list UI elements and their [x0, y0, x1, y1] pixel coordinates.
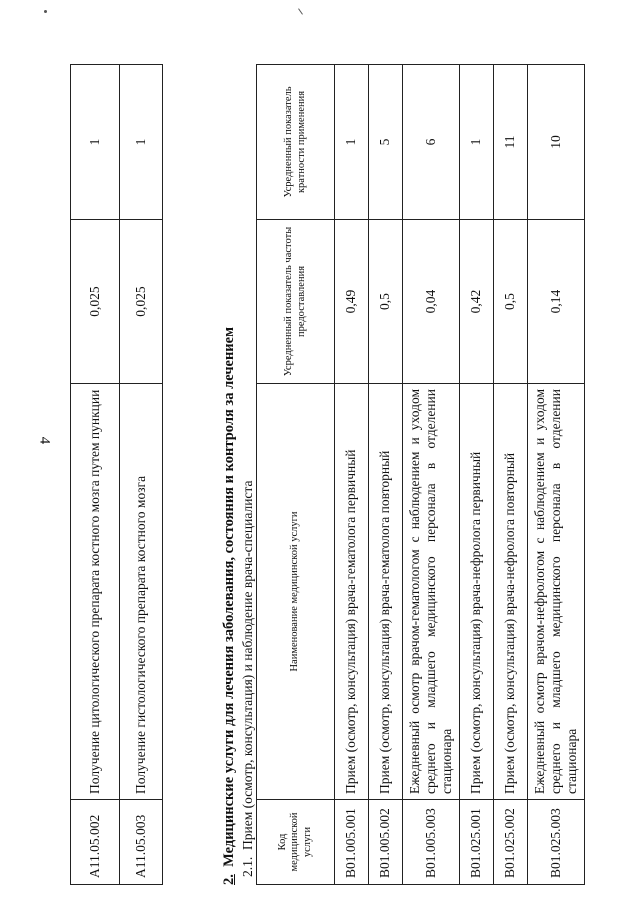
multiplicity-value: 11: [494, 65, 528, 220]
section-title: Медицинские услуги для лечения заболевания, состояния и контроля за лечением: [221, 327, 237, 867]
service-name: Получение гистологического препарата костного мозга: [120, 384, 163, 800]
section-heading: [221, 327, 238, 885]
service-code: В01.005.003: [403, 800, 460, 885]
frequency-value: 0,42: [460, 220, 494, 384]
table-row: [369, 65, 403, 885]
service-code: В01.025.002: [494, 800, 528, 885]
multiplicity-value: 1: [71, 65, 120, 220]
service-code: В01.025.001: [460, 800, 494, 885]
frequency-value: 0,025: [120, 220, 163, 384]
frequency-value: 0,5: [494, 220, 528, 384]
frequency-value: 0,025: [71, 220, 120, 384]
subsection-title: Прием (осмотр, консультация) и наблюдение врача-специалиста: [240, 480, 255, 850]
service-code: В01.005.001: [335, 800, 369, 885]
service-name: Получение цитологического препарата костного мозга путем пункции: [71, 384, 120, 800]
table-row: [403, 65, 460, 885]
header-multiplicity: Усредненный показатель кратности применения: [257, 65, 335, 220]
service-code: В01.005.002: [369, 800, 403, 885]
multiplicity-value: 6: [403, 65, 460, 220]
frequency-value: 0,04: [403, 220, 460, 384]
top-table: [70, 64, 163, 885]
table-row: [335, 65, 369, 885]
scan-mark-left: [44, 10, 47, 13]
table-row: [528, 65, 585, 885]
header-code: Код медицинской услуги: [257, 800, 335, 885]
service-code: А11.05.002: [71, 800, 120, 885]
services-table: [256, 64, 585, 885]
table-row: [460, 65, 494, 885]
multiplicity-value: 1: [120, 65, 163, 220]
service-code: А11.05.003: [120, 800, 163, 885]
multiplicity-value: 1: [335, 65, 369, 220]
header-frequency: Усредненный показатель частоты предоставления: [257, 220, 335, 384]
frequency-value: 0,5: [369, 220, 403, 384]
service-name: Прием (осмотр, консультация) врача-нефролога повторный: [494, 384, 528, 800]
rotated-page-content: [60, 65, 640, 885]
section-number: 2.: [221, 874, 237, 885]
table-row: [120, 65, 163, 885]
table-header-row: [257, 65, 335, 885]
scan-mark-tick: [298, 8, 303, 14]
multiplicity-value: 10: [528, 65, 585, 220]
subsection-number: 2.1.: [240, 856, 255, 877]
service-name: Ежедневный осмотр врачом-гематологом с наблюдением и уходом среднего и младшего медицинского персонала в отделении стационара: [403, 384, 460, 800]
service-name: Прием (осмотр, консультация) врача-гематолога повторный: [369, 384, 403, 800]
service-name: Прием (осмотр, консультация) врача-нефролога первичный: [460, 384, 494, 800]
service-name: Прием (осмотр, консультация) врача-гематолога первичный: [335, 384, 369, 800]
header-name: Наименование медицинской услуги: [257, 384, 335, 800]
service-code: В01.025.003: [528, 800, 585, 885]
multiplicity-value: 1: [460, 65, 494, 220]
frequency-value: 0,14: [528, 220, 585, 384]
table-row: [71, 65, 120, 885]
page-number: 4: [36, 436, 53, 445]
multiplicity-value: 5: [369, 65, 403, 220]
service-name: Ежедневный осмотр врачом-нефрологом с наблюдением и уходом среднего и младшего медицинского персонала в отделении стационара: [528, 384, 585, 800]
frequency-value: 0,49: [335, 220, 369, 384]
table-row: [494, 65, 528, 885]
subsection-heading: [240, 481, 256, 877]
